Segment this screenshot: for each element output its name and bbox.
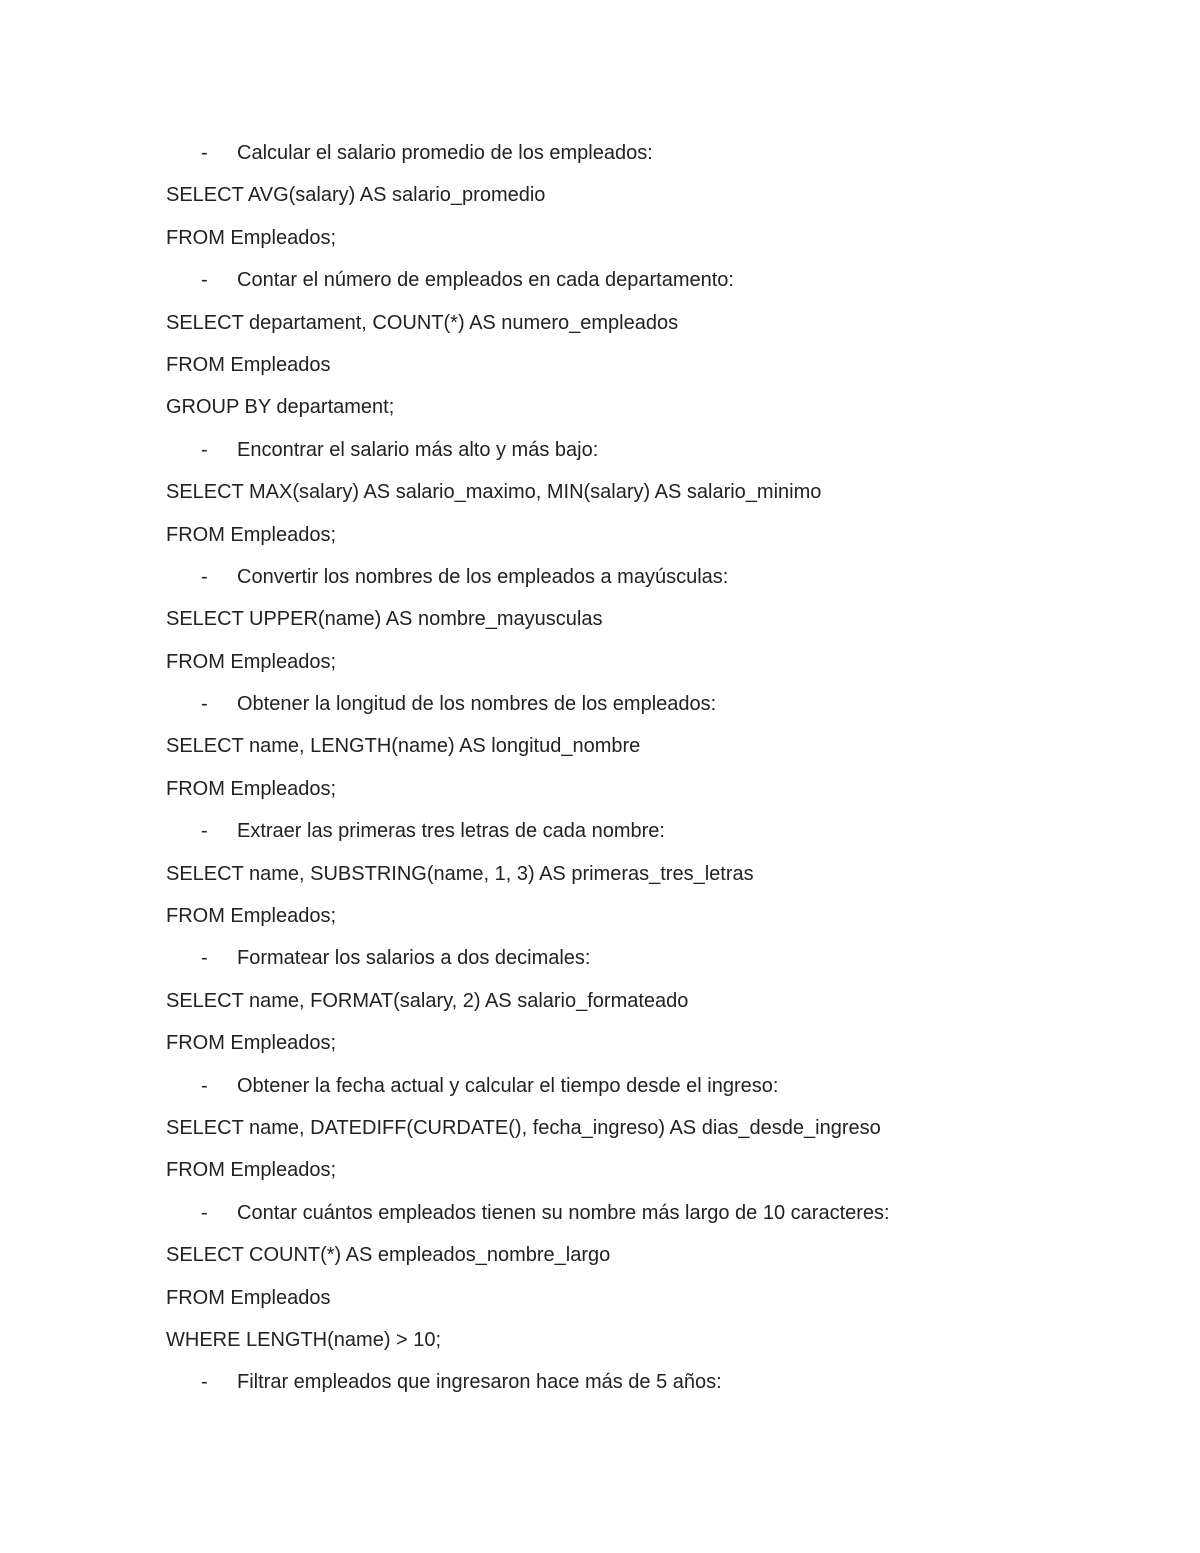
bullet-text: Obtener la fecha actual y calcular el tiempo desde el ingreso: xyxy=(237,1074,779,1097)
sql-line: FROM Empleados; xyxy=(166,1032,337,1055)
bullet-item xyxy=(166,1065,1146,1107)
bullet-text: Obtener la longitud de los nombres de los empleados: xyxy=(237,693,717,716)
sql-line: FROM Empleados; xyxy=(166,523,337,546)
bullet-item xyxy=(166,1192,1146,1234)
bullet-dash: - xyxy=(201,269,208,292)
sql-line: FROM Empleados; xyxy=(166,1159,337,1182)
bullet-text: Calcular el salario promedio de los empleados: xyxy=(237,142,653,164)
sql-line: FROM Empleados; xyxy=(166,226,337,249)
bullet-text: Convertir los nombres de los empleados a mayúsculas: xyxy=(237,565,729,588)
sql-line: SELECT COUNT(*) AS empleados_nombre_largo xyxy=(166,1244,611,1267)
bullet-dash: - xyxy=(201,1201,208,1224)
bullet-dash: - xyxy=(201,142,208,164)
bullet-item xyxy=(166,429,1146,471)
sql-line: SELECT UPPER(name) AS nombre_mayusculas xyxy=(166,608,603,631)
sql-line: SELECT departament, COUNT(*) AS numero_empleados xyxy=(166,311,679,334)
bullet-item xyxy=(166,683,1146,725)
bullet-item xyxy=(166,937,1146,979)
bullet-item xyxy=(166,132,1146,174)
bullet-text: Filtrar empleados que ingresaron hace más de 5 años: xyxy=(237,1371,722,1394)
bullet-text: Contar el número de empleados en cada departamento: xyxy=(237,269,734,292)
sql-line: SELECT name, LENGTH(name) AS longitud_nombre xyxy=(166,735,641,758)
bullet-text: Contar cuántos empleados tienen su nombre más largo de 10 caracteres: xyxy=(237,1201,890,1224)
sql-line: GROUP BY departament; xyxy=(166,396,395,419)
sql-line: FROM Empleados; xyxy=(166,777,337,800)
sql-line: FROM Empleados; xyxy=(166,905,337,928)
bullet-dash: - xyxy=(201,565,208,588)
bullet-dash: - xyxy=(201,1371,208,1394)
bullet-item xyxy=(166,810,1146,852)
sql-line: WHERE LENGTH(name) > 10; xyxy=(166,1328,442,1351)
bullet-item xyxy=(166,259,1146,301)
sql-line: FROM Empleados; xyxy=(166,650,337,673)
document-content xyxy=(166,132,1146,1404)
bullet-text: Formatear los salarios a dos decimales: xyxy=(237,947,591,970)
bullet-dash: - xyxy=(201,1074,208,1097)
sql-line: FROM Empleados xyxy=(166,1286,331,1309)
bullet-dash: - xyxy=(201,820,208,843)
bullet-item xyxy=(166,556,1146,598)
bullet-dash: - xyxy=(201,947,208,970)
sql-line: SELECT name, FORMAT(salary, 2) AS salario_formateado xyxy=(166,989,689,1012)
sql-line: FROM Empleados xyxy=(166,353,331,376)
sql-line: SELECT MAX(salary) AS salario_maximo, MIN(salary) AS salario_minimo xyxy=(166,481,822,504)
sql-line: SELECT name, DATEDIFF(CURDATE(), fecha_ingreso) AS dias_desde_ingreso xyxy=(166,1116,881,1139)
sql-line: SELECT AVG(salary) AS salario_promedio xyxy=(166,184,546,207)
bullet-text: Extraer las primeras tres letras de cada nombre: xyxy=(237,820,665,843)
bullet-item xyxy=(166,1361,1146,1403)
bullet-dash: - xyxy=(201,438,208,461)
bullet-text: Encontrar el salario más alto y más bajo: xyxy=(237,438,599,461)
bullet-dash: - xyxy=(201,693,208,716)
sql-line: SELECT name, SUBSTRING(name, 1, 3) AS primeras_tres_letras xyxy=(166,862,754,885)
